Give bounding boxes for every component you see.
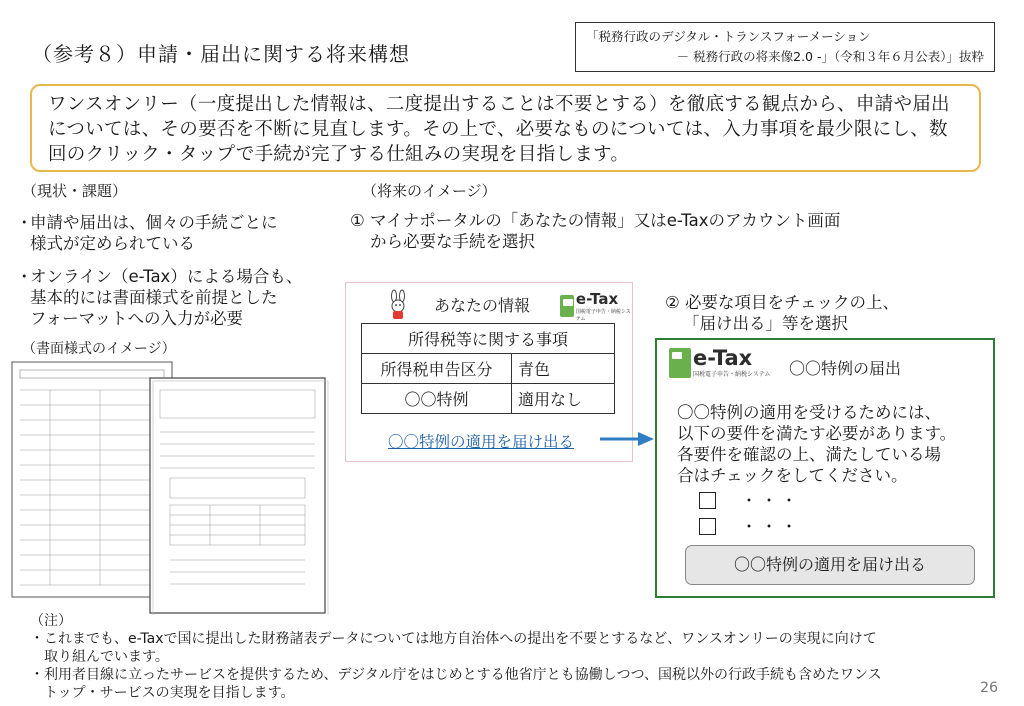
step-1-line-1: ① マイナポータルの「あなたの情報」又はe-Taxのアカウント画面 [350, 211, 841, 230]
arrow-right-icon [598, 430, 656, 448]
requirement-checkbox[interactable] [699, 492, 716, 509]
panel-body [677, 402, 956, 486]
row-1-label: 所得税申告区分 [362, 354, 512, 384]
source-citation [575, 22, 995, 72]
note-2 [30, 666, 882, 702]
bullet-dot: ・ [30, 631, 44, 647]
row-1-value: 青色 [512, 354, 615, 384]
etax-logo-subtext: 国税電子申告・納税システム [575, 309, 631, 322]
requirement-text: ・・・ [741, 517, 802, 536]
bullet-1-line-1: 申請や届出は、個々の手続ごとに [30, 213, 278, 232]
bullet-1-line-2: 様式が定められている [30, 234, 195, 253]
etax-mark-icon [560, 295, 574, 317]
source-line-1: 「税務行政のデジタル・トランスフォーメーション [586, 29, 871, 44]
page-number: 26 [980, 680, 998, 696]
step-2-line-1: ② 必要な項目をチェックの上、 [665, 293, 900, 312]
source-line-2: － 税務行政の将来像2.0 -」（令和３年６月公表）」抜粋 [676, 49, 984, 64]
table-row [362, 354, 615, 384]
row-2-label: 〇〇特例 [362, 384, 512, 414]
portal-title: あなたの情報 [434, 296, 531, 315]
body-line-1: 〇〇特例の適用を受けるためには、 [677, 403, 941, 422]
form-sheet-front [150, 378, 328, 615]
summary-box: ワンスオンリー（一度提出した情報は、二度提出することは不要とする）を徹底する観点から、申請や届出については、その要否を不断に見直します。その上で、必要なものについては、入力事項を最少限にし、数回のクリック・タップで手続が完了する仕組みの実現を目指します。 [30, 84, 981, 172]
bullet-2-line-3: フォーマットへの入力が必要 [30, 309, 244, 328]
etax-logo-subtext: 国税電子申告・納税システム [693, 371, 771, 378]
bullet-dot: ・ [16, 267, 33, 286]
page-title: （参考８）申請・届出に関する将来構想 [32, 42, 410, 66]
panel-title: 〇〇特例の届出 [789, 359, 902, 378]
table-row [362, 324, 615, 354]
future-step-2 [665, 292, 899, 334]
body-line-2: 以下の要件を満たす必要があります。 [677, 424, 957, 443]
etax-mark-icon [669, 348, 691, 378]
apply-link[interactable]: 〇〇特例の適用を届け出る [388, 433, 575, 451]
notes-heading: （注） [30, 613, 72, 629]
note-2-line-1: 利用者目線に立ったサービスを提供するため、デジタル庁をはじめとする他省庁とも協働しつつ、国税以外の行政手続も含めたワンス [44, 667, 882, 683]
requirement-text: ・・・ [741, 491, 802, 510]
etax-logo-text: e-Tax [575, 290, 619, 308]
bullet-dot: ・ [30, 667, 44, 683]
bullet-2-line-1: オンライン（e-Tax）による場合も、 [30, 267, 303, 286]
info-table [361, 323, 615, 414]
etax-logo [669, 348, 770, 378]
note-1-line-2: 取り組んでいます。 [44, 649, 169, 665]
current-bullet-2 [16, 266, 303, 329]
application-panel [655, 338, 995, 598]
current-heading: （現状・課題） [22, 182, 128, 200]
note-2-line-2: トップ・サービスの実現を目指します。 [44, 685, 295, 701]
current-bullet-1 [16, 212, 278, 254]
notes [30, 612, 882, 702]
submit-button[interactable]: 〇〇特例の適用を届け出る [685, 545, 975, 585]
bullet-2-line-2: 基本的には書面様式を前提とした [30, 288, 278, 307]
future-heading: （将来のイメージ） [362, 182, 497, 200]
future-step-1 [350, 210, 840, 252]
requirement-checkbox[interactable] [699, 518, 716, 535]
form-sheet-back [12, 362, 172, 597]
row-2-value: 適用なし [512, 384, 615, 414]
form-caption: （書面様式のイメージ） [22, 341, 176, 357]
step-2-line-2: 「届け出る」等を選択 [683, 314, 848, 333]
mascot-icon [386, 289, 410, 321]
bullet-dot: ・ [16, 213, 33, 232]
my-portal-panel [345, 282, 633, 462]
paper-form-images [10, 360, 340, 615]
step-1-line-2: から必要な手続を選択 [370, 232, 535, 251]
note-1 [30, 630, 882, 666]
body-line-3: 各要件を確認の上、満たしている場 [677, 445, 941, 464]
etax-logo-text: e-Tax [693, 346, 753, 370]
body-line-4: 合はチェックをしてください。 [677, 466, 908, 485]
etax-logo [560, 289, 632, 322]
table-row [362, 384, 615, 414]
table-header: 所得税等に関する事項 [362, 324, 615, 354]
note-1-line-1: これまでも、e-Taxで国に提出した財務諸表データについては地方自治体への提出を不要とするなど、ワンスオンリーの実現に向けて [44, 631, 877, 647]
